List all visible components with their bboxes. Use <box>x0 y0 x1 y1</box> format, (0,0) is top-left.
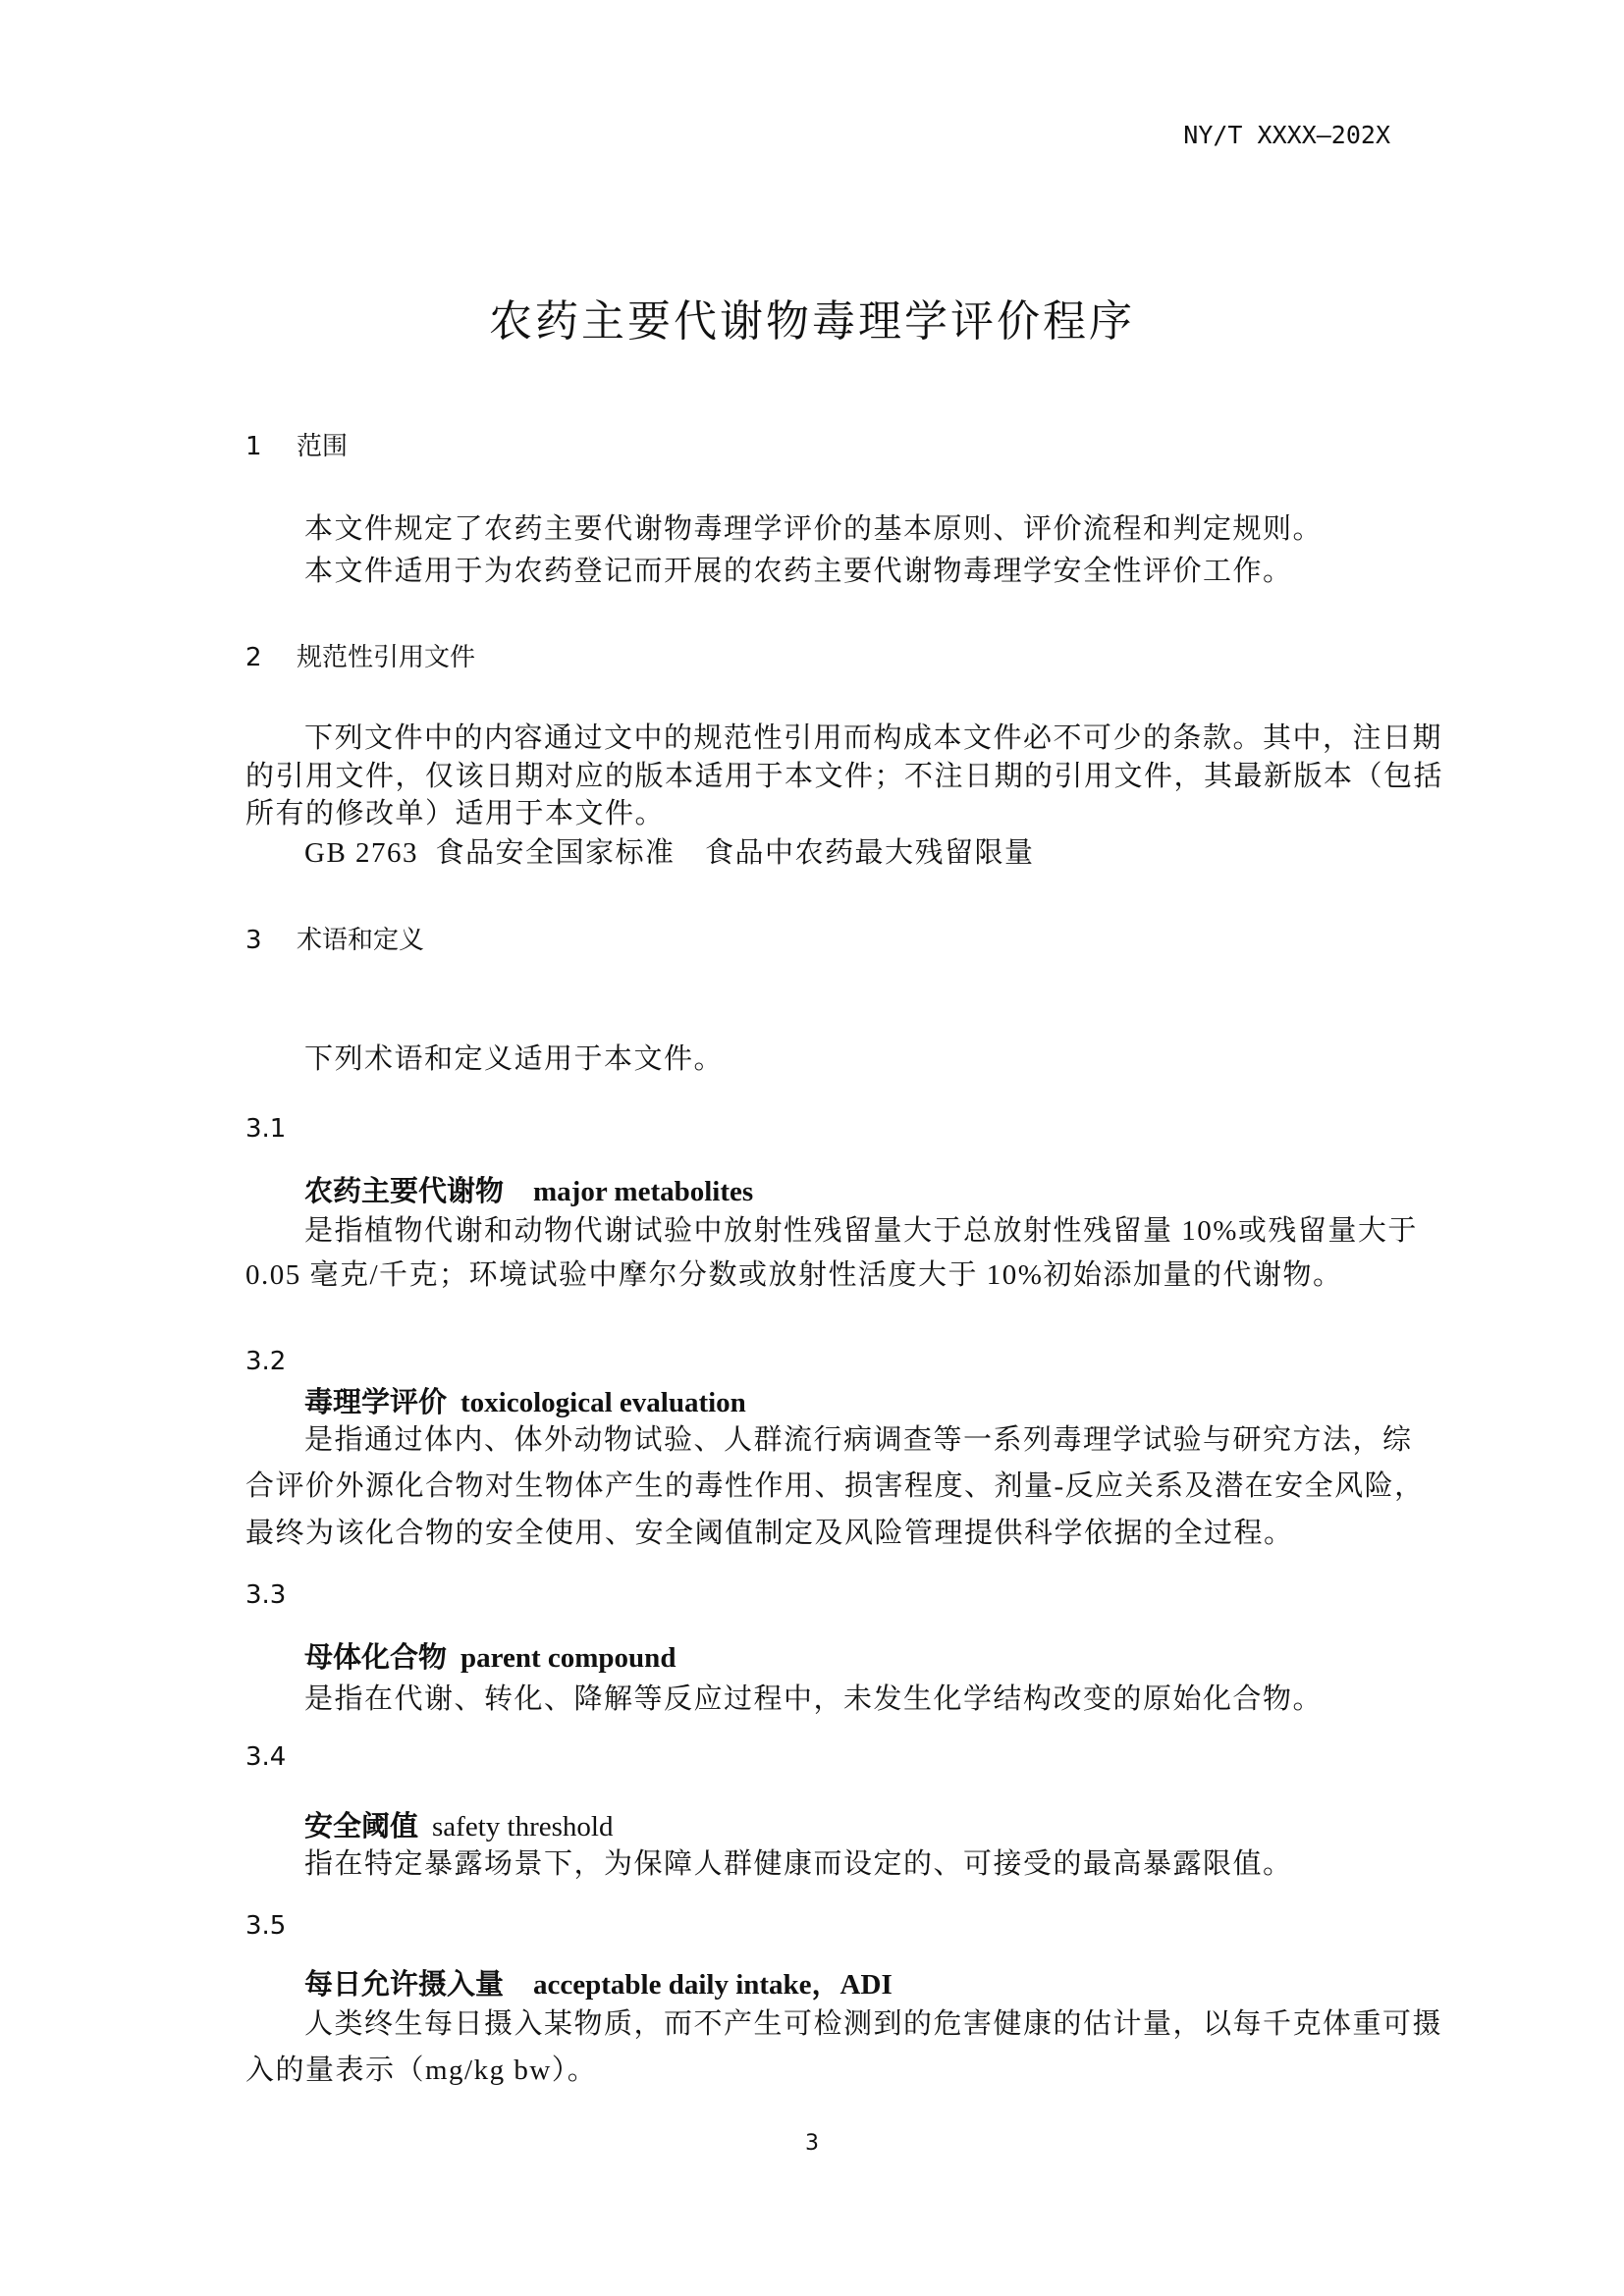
section-number: 3 <box>245 926 262 955</box>
scope-paragraph: 本文件规定了农药主要代谢物毒理学评价的基本原则、评价流程和判定规则。 <box>304 513 1324 545</box>
term-en: safety threshold <box>432 1811 614 1842</box>
section-heading-terms-definitions <box>245 928 424 953</box>
document-title: 农药主要代谢物毒理学评价程序 <box>489 296 1135 347</box>
terms-intro: 下列术语和定义适用于本文件。 <box>304 1043 725 1075</box>
term-en: toxicological evaluation <box>460 1387 746 1418</box>
definition-line: 0.05 毫克/千克；环境试验中摩尔分数或放射性活度大于 10%初始添加量的代谢物。 <box>245 1259 1343 1291</box>
definition-line: 合评价外源化合物对生物体产生的毒性作用、损害程度、剂量-反应关系及潜在安全风险， <box>245 1470 1425 1502</box>
page-number: 3 <box>805 2131 819 2156</box>
section-heading-scope <box>245 434 348 459</box>
term-title <box>304 1178 753 1206</box>
term-en: major metabolites <box>533 1176 754 1207</box>
definition-line: 最终为该化合物的安全使用、安全阈值制定及风险管理提供科学依据的全过程。 <box>245 1518 1294 1549</box>
section-heading-normative-references <box>245 645 475 670</box>
clause-number: 3.1 <box>245 1114 287 1144</box>
term-title <box>304 1813 613 1842</box>
definition-line: 是指在代谢、转化、降解等反应过程中，未发生化学结构改变的原始化合物。 <box>304 1683 1324 1715</box>
reference-item: GB 2763 食品安全国家标准 食品中农药最大残留限量 <box>304 837 1035 869</box>
clause-number: 3.4 <box>245 1742 287 1772</box>
references-paragraph-line: 下列文件中的内容通过文中的规范性引用而构成本文件必不可少的条款。其中，注日期 <box>304 722 1443 754</box>
section-number: 2 <box>245 643 262 672</box>
term-en: acceptable daily intake，ADI <box>533 1969 893 2001</box>
section-title: 范围 <box>297 432 349 461</box>
section-number: 1 <box>245 432 262 461</box>
term-en: parent compound <box>460 1642 677 1674</box>
definition-line: 指在特定暴露场景下，为保障人群健康而设定的、可接受的最高暴露限值。 <box>304 1848 1293 1880</box>
term-zh: 每日允许摄入量 <box>304 1969 505 2001</box>
definition-line: 人类终生每日摄入某物质，而不产生可检测到的危害健康的估计量，以每千克体重可摄 <box>304 2008 1443 2040</box>
term-zh: 毒理学评价 <box>304 1387 448 1418</box>
term-title <box>304 1971 893 2000</box>
definition-line: 入的量表示（mg/kg bw）。 <box>245 2055 598 2086</box>
definition-line: 是指植物代谢和动物代谢试验中放射性残留量大于总放射性残留量 10%或残留量大于 <box>304 1215 1418 1247</box>
section-title: 规范性引用文件 <box>297 643 476 672</box>
term-title <box>304 1389 746 1417</box>
references-paragraph-line: 的引用文件，仅该日期对应的版本适用于本文件；不注日期的引用文件，其最新版本（包括 <box>245 761 1444 792</box>
clause-number: 3.2 <box>245 1347 287 1376</box>
scope-paragraph: 本文件适用于为农药登记而开展的农药主要代谢物毒理学安全性评价工作。 <box>304 556 1293 587</box>
standard-number-header: NY/T XXXX—202X <box>1183 121 1390 149</box>
clause-number: 3.5 <box>245 1911 287 1941</box>
clause-number: 3.3 <box>245 1580 287 1610</box>
term-title <box>304 1644 676 1673</box>
term-zh: 农药主要代谢物 <box>304 1176 505 1207</box>
references-paragraph-line: 所有的修改单）适用于本文件。 <box>245 798 666 829</box>
term-zh: 母体化合物 <box>304 1642 448 1674</box>
section-title: 术语和定义 <box>297 926 425 955</box>
term-zh: 安全阈值 <box>304 1811 419 1842</box>
definition-line: 是指通过体内、体外动物试验、人群流行病调查等一系列毒理学试验与研究方法，综 <box>304 1424 1413 1456</box>
